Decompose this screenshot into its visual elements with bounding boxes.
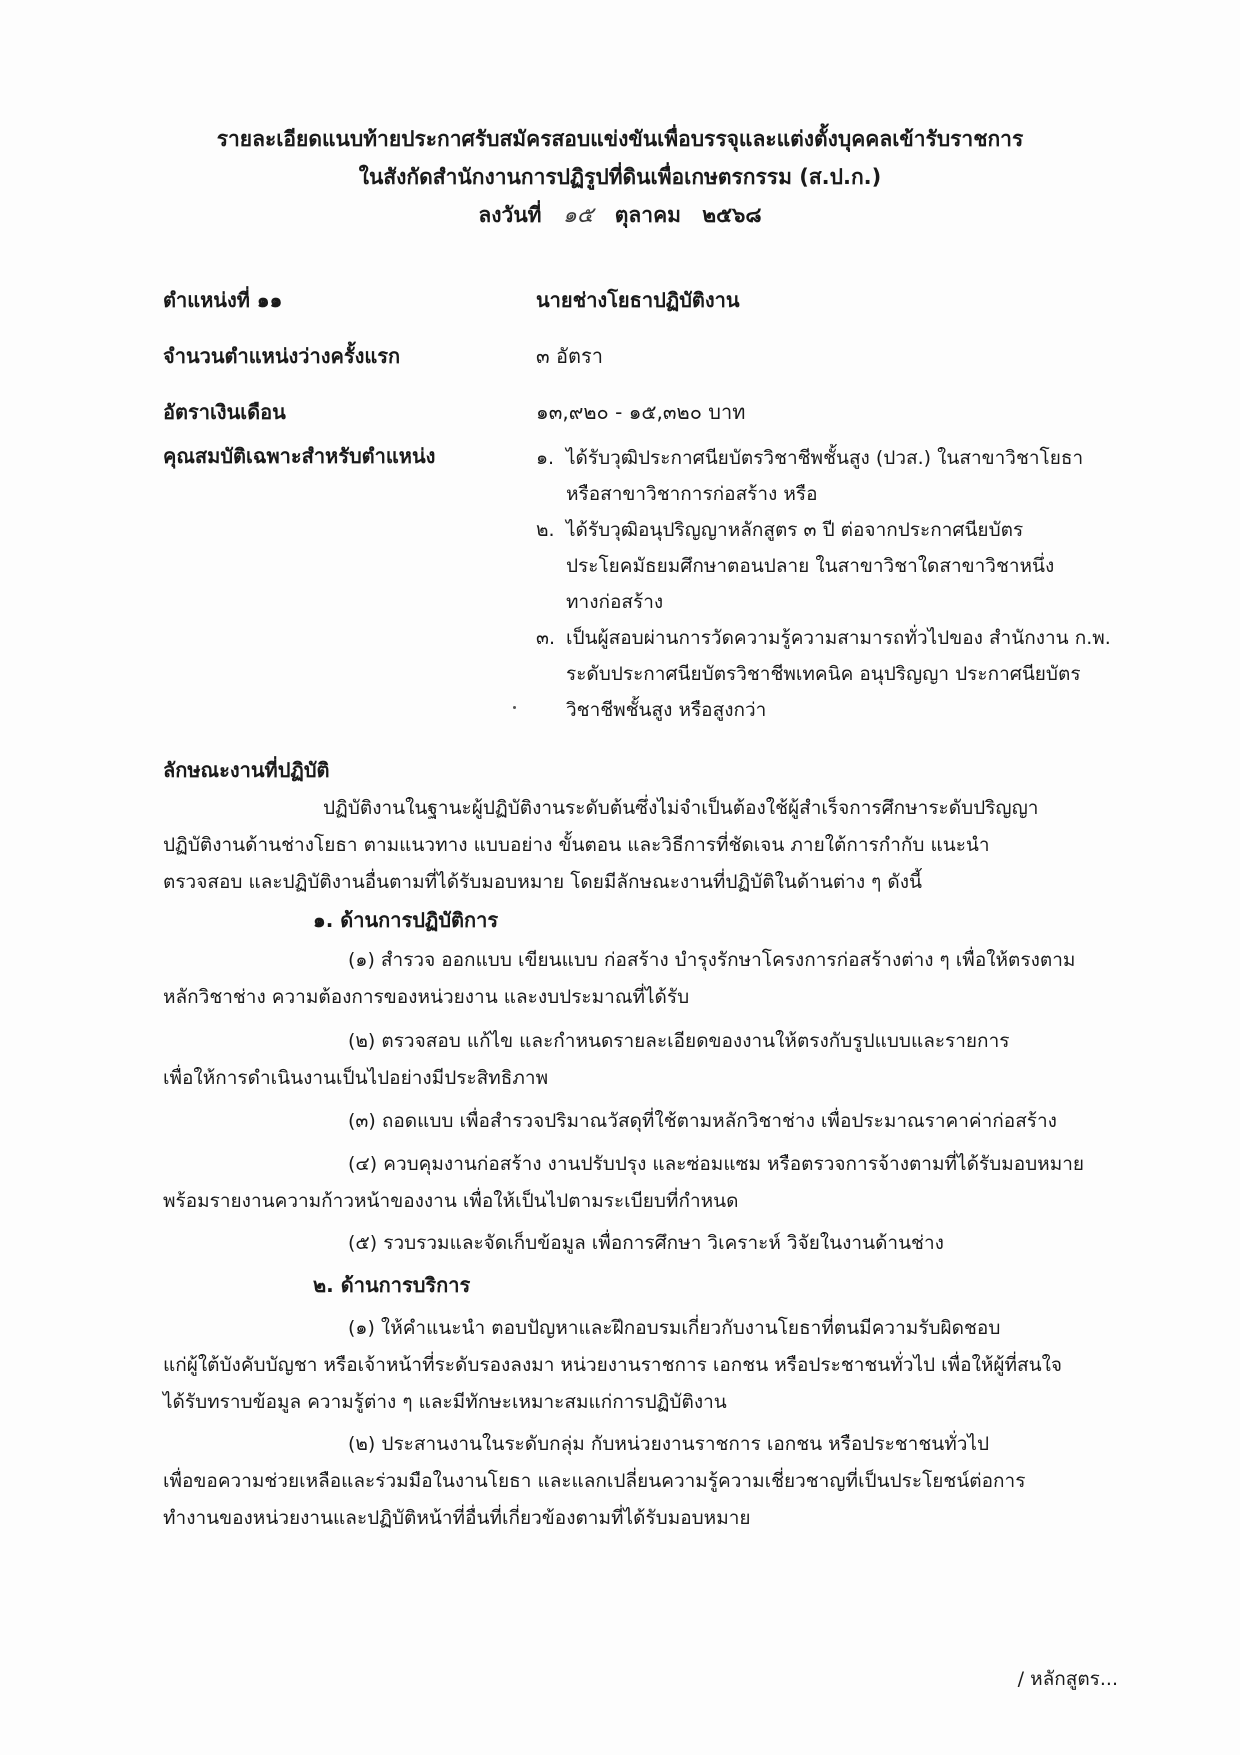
duty-line: เพื่อขอความช่วยเหลือและร่วมมือในงานโยธา และแลกเปลี่ยนความรู้ความเชี่ยวชาญที่เป็นประโยชน์ต่อการ xyxy=(163,1470,1026,1492)
section-2-title: ๒. ด้านการบริการ xyxy=(313,1273,471,1297)
qualification-item xyxy=(536,620,1136,728)
duty-line: หลักวิชาช่าง ความต้องการของหน่วยงาน และงบประมาณที่ได้รับ xyxy=(163,986,690,1008)
section-1-item-4 xyxy=(163,1146,1123,1220)
duties-intro-line: ปฏิบัติงานด้านช่างโยธา ตามแนวทาง แบบอย่าง ขั้นตอน และวิธีการที่ชัดเจน ภายใต้การกำกับ แนะนำ xyxy=(163,834,990,856)
title-line-1: รายละเอียดแนบท้ายประกาศรับสมัครสอบแข่งขันเพื่อบรรจุและแต่งตั้งบุคคลเข้ารับราชการ xyxy=(216,127,1024,151)
qualification-text: วิชาชีพชั้นสูง หรือสูงกว่า xyxy=(566,699,767,721)
section-1-item-5 xyxy=(163,1225,1123,1262)
qualification-text: ระดับประกาศนียบัตรวิชาชีพเทคนิค อนุปริญญา ประกาศนียบัตร xyxy=(566,663,1081,685)
page-continuation-note: / หลักสูตร... xyxy=(1017,1668,1118,1690)
section-1-title: ๑. ด้านการปฏิบัติการ xyxy=(313,908,499,932)
qualification-item xyxy=(536,440,1136,512)
duty-line: (๕) รวบรวมและจัดเก็บข้อมูล เพื่อการศึกษา วิเคราะห์ วิจัยในงานด้านช่าง xyxy=(348,1232,944,1254)
qualification-text: หรือสาขาวิชาการก่อสร้าง หรือ xyxy=(566,483,818,505)
duties-heading: ลักษณะงานที่ปฏิบัติ xyxy=(163,758,330,782)
qualification-item xyxy=(536,512,1136,620)
qualification-text: ทางก่อสร้าง xyxy=(566,591,664,613)
title-date-line xyxy=(0,196,1240,235)
duties-intro xyxy=(163,790,1123,901)
salary-value: ๑๓,๙๒๐ - ๑๕,๓๒๐ บาท xyxy=(536,400,746,424)
date-prefix: ลงวันที่ xyxy=(478,203,542,227)
qualification-text: ประโยคมัธยมศึกษาตอนปลาย ในสาขาวิชาใดสาขาวิชาหนึ่ง xyxy=(566,555,1055,577)
scan-speck xyxy=(513,706,516,709)
duty-line: (๑) ให้คำแนะนำ ตอบปัญหาและฝึกอบรมเกี่ยวกับงานโยธาที่ตนมีความรับผิดชอบ xyxy=(348,1317,1001,1339)
qualification-label: คุณสมบัติเฉพาะสำหรับตำแหน่ง xyxy=(163,444,436,468)
duty-line: (๑) สำรวจ ออกแบบ เขียนแบบ ก่อสร้าง บำรุงรักษาโครงการก่อสร้างต่าง ๆ เพื่อให้ตรงตาม xyxy=(348,949,1076,971)
qualification-number: ๑. xyxy=(536,447,555,469)
duty-line: ทำงานของหน่วยงานและปฏิบัติหน้าที่อื่นที่เกี่ยวข้องตามที่ได้รับมอบหมาย xyxy=(163,1507,751,1529)
duty-line: พร้อมรายงานความก้าวหน้าของงาน เพื่อให้เป็นไปตามระเบียบที่กำหนด xyxy=(163,1190,739,1212)
date-day-handwritten: ๑๕ xyxy=(562,203,594,228)
qualification-number: ๓. xyxy=(536,627,556,649)
salary-label: อัตราเงินเดือน xyxy=(163,400,286,424)
section-2-item-2 xyxy=(163,1426,1123,1537)
duty-line: (๒) ตรวจสอบ แก้ไข และกำหนดรายละเอียดของงานให้ตรงกับรูปแบบและรายการ xyxy=(348,1030,1010,1052)
duty-line: (๔) ควบคุมงานก่อสร้าง งานปรับปรุง และซ่อมแซม หรือตรวจการจ้างตามที่ได้รับมอบหมาย xyxy=(348,1153,1085,1175)
position-number-label: ตำแหน่งที่ ๑๑ xyxy=(163,288,283,312)
qualification-list xyxy=(536,440,1136,728)
duty-line: ได้รับทราบข้อมูล ความรู้ต่าง ๆ และมีทักษะเหมาะสมแก่การปฏิบัติงาน xyxy=(163,1391,727,1413)
duties-intro-line: ปฏิบัติงานในฐานะผู้ปฏิบัติงานระดับต้นซึ่งไม่จำเป็นต้องใช้ผู้สำเร็จการศึกษาระดับปริญญา xyxy=(323,797,1039,819)
qualification-number: ๒. xyxy=(536,519,555,541)
section-1-item-2 xyxy=(163,1023,1123,1097)
duty-line: (๒) ประสานงานในระดับกลุ่ม กับหน่วยงานราชการ เอกชน หรือประชาชนทั่วไป xyxy=(348,1433,990,1455)
qualification-text: ได้รับวุฒิประกาศนียบัตรวิชาชีพชั้นสูง (ปวส.) ในสาขาวิชาโยธา xyxy=(566,447,1084,469)
qualification-text: เป็นผู้สอบผ่านการวัดความรู้ความสามารถทั่วไปของ สำนักงาน ก.พ. xyxy=(566,627,1111,649)
date-month: ตุลาคม xyxy=(614,203,681,227)
vacancy-value: ๓ อัตรา xyxy=(536,344,604,368)
document-title xyxy=(0,120,1240,235)
duty-line: (๓) ถอดแบบ เพื่อสำรวจปริมาณวัสดุที่ใช้ตามหลักวิชาช่าง เพื่อประมาณราคาค่าก่อสร้าง xyxy=(348,1110,1057,1132)
duties-intro-line: ตรวจสอบ และปฏิบัติงานอื่นตามที่ได้รับมอบหมาย โดยมีลักษณะงานที่ปฏิบัติในด้านต่าง ๆ ดังนี้ xyxy=(163,871,923,893)
section-1-item-3 xyxy=(163,1103,1123,1140)
duty-line: เพื่อให้การดำเนินงานเป็นไปอย่างมีประสิทธิภาพ xyxy=(163,1067,549,1089)
title-line-2: ในสังกัดสำนักงานการปฏิรูปที่ดินเพื่อเกษตรกรรม (ส.ป.ก.) xyxy=(358,165,882,189)
vacancy-label: จำนวนตำแหน่งว่างครั้งแรก xyxy=(163,344,401,368)
duty-line: แก่ผู้ใต้บังคับบัญชา หรือเจ้าหน้าที่ระดับรองลงมา หน่วยงานราชการ เอกชน หรือประชาชนทั่วไป เพื่อให้ผู้ที่สนใจ xyxy=(163,1354,1063,1376)
section-1-item-1 xyxy=(163,942,1123,1016)
date-year: ๒๕๖๘ xyxy=(702,203,762,227)
qualification-text: ได้รับวุฒิอนุปริญญาหลักสูตร ๓ ปี ต่อจากประกาศนียบัตร xyxy=(566,519,1024,541)
position-title: นายช่างโยธาปฏิบัติงาน xyxy=(536,288,740,312)
section-2-item-1 xyxy=(163,1310,1123,1421)
